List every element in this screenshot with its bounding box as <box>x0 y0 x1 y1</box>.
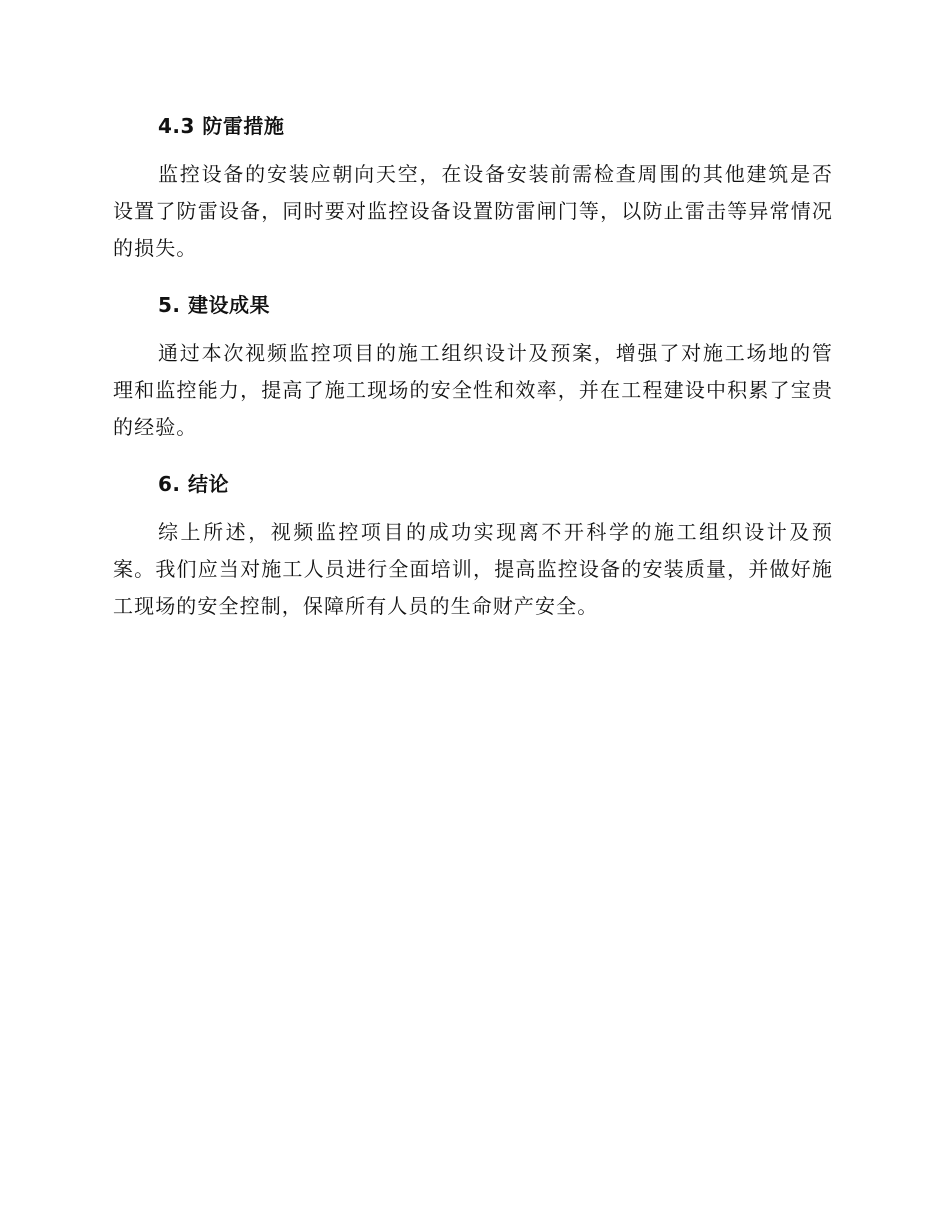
section-paragraph-lightning-protection: 监控设备的安装应朝向天空，在设备安装前需检查周围的其他建筑是否设置了防雷设备，同时要对监控设备设置防雷闸门等，以防止雷击等异常情况的损失。 <box>113 162 833 260</box>
section-paragraph-conclusion: 综上所述，视频监控项目的成功实现离不开科学的施工组织设计及预案。我们应当对施工人员进行全面培训，提高监控设备的安装质量，并做好施工现场的安全控制，保障所有人员的生命财产安全。 <box>113 520 833 618</box>
section-heading-conclusion: 6. 结论 <box>158 472 229 496</box>
section-paragraph-construction-results: 通过本次视频监控项目的施工组织设计及预案，增强了对施工场地的管理和监控能力，提高了施工现场的安全性和效率，并在工程建设中积累了宝贵的经验。 <box>113 341 833 439</box>
section-heading-lightning-protection: 4.3 防雷措施 <box>158 114 285 138</box>
document-body <box>113 108 833 645</box>
section-heading-construction-results: 5. 建设成果 <box>158 293 270 317</box>
